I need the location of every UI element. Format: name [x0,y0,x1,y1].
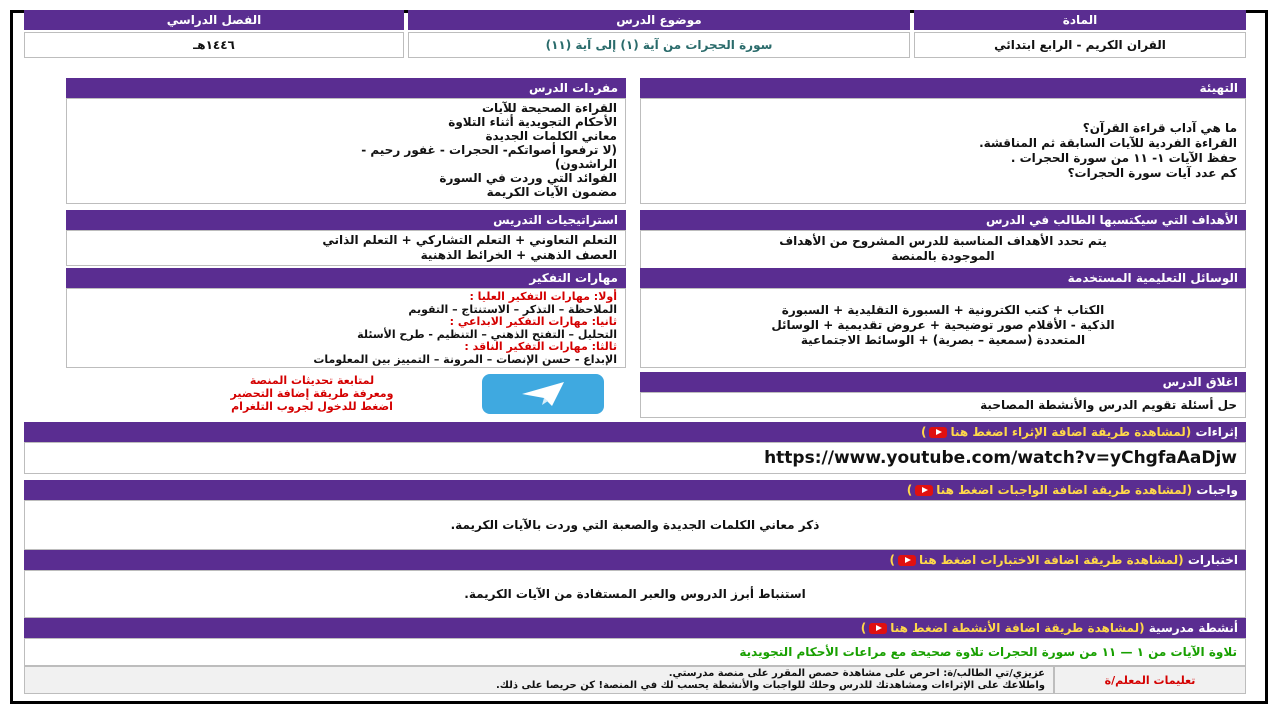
paper-plane-icon [482,374,604,414]
tests-header [24,550,1246,570]
youtube-icon [929,427,947,438]
thinking-line-3: الإبداع - حسن الإنصات – المرونة – التمييز بين المعلومات [313,353,617,366]
tools-line: المتعددة (سمعية – بصرية) + الوسائط الاجتماعية [800,333,1086,347]
subject-value: القران الكريم - الرابع ابتدائي [914,32,1246,58]
vocab-header: مفردات الدرس [66,78,626,98]
teacher-notes-label: تعليمات المعلم/ة [1054,666,1246,694]
homework-text: ذكر معاني الكلمات الجديدة والصعبة التي وردت بالآيات الكريمة. [24,500,1246,550]
topic-value: سورة الحجرات من آية (١) إلى آية (١١) [408,32,910,58]
homework-video-link[interactable]: (لمشاهدة طريقة اضافة الواجبات اضغط هنا) [906,483,1193,497]
youtube-icon [869,623,887,634]
tools-box [640,288,1246,368]
semester-value: ١٤٤٦هـ [24,32,404,58]
warmup-line: ما هي آداب قراءة القرآن؟ [1082,121,1237,135]
thinking-heading-2: ثانيا: مهارات التفكير الابداعي : [449,315,617,328]
closing-text: حل أسئلة تقويم الدرس والأنشطة المصاحبة [640,392,1246,418]
subject-header: المادة [914,10,1246,30]
vocab-line: القراءة الصحيحة للآيات [481,101,617,115]
goals-box [640,230,1246,270]
youtube-icon [915,485,933,496]
warmup-line: القراءة الفردية للآيات السابقة ثم المناقشة. [979,136,1237,150]
telegram-line: اضغط للدخول لجروب التلغرام [231,400,393,413]
warmup-header: التهيئة [640,78,1246,98]
telegram-line: لمتابعة تحديثات المنصة [249,374,375,387]
tests-title: اختبارات [1187,553,1238,567]
teacher-notes-line: واطلاعك على الإثراءات ومشاهدتك للدرس وحلك للواجبات والأنشطة يحسب لك في المنصة! كن حريصا على ذلك. [495,680,1045,691]
vocab-line: معاني الكلمات الجديدة [485,129,617,143]
vocab-line: الراشدون) [554,157,617,171]
goals-line: يتم تحدد الأهداف المناسبة للدرس المشروح من الأهداف [779,234,1107,248]
homework-title: واجبات [1196,483,1238,497]
thinking-box [66,288,626,368]
activities-title: أنشطة مدرسية [1148,621,1238,635]
topic-header: موضوع الدرس [408,10,910,30]
thinking-heading-3: ثالثا: مهارات التفكير الناقد : [464,340,617,353]
enrichment-header [24,422,1246,442]
closing-header: اغلاق الدرس [640,372,1246,392]
telegram-icon[interactable] [482,374,604,414]
goals-header: الأهداف التي سيكتسبها الطالب في الدرس [640,210,1246,230]
vocab-line: الأحكام التجويدية أثناء التلاوة [448,115,617,129]
vocab-line: مضمون الآيات الكريمة [486,185,617,199]
strategies-line: التعلم التعاوني + التعلم التشاركي + التعلم الذاتي [322,233,617,247]
telegram-promo[interactable] [162,374,462,413]
warmup-line: حفظ الآيات ١- ١١ من سورة الحجرات . [1010,151,1237,165]
youtube-icon [898,555,916,566]
teacher-notes-box [24,666,1054,694]
homework-header [24,480,1246,500]
strategies-box [66,230,626,266]
semester-header: الفصل الدراسي [24,10,404,30]
tools-line: الكتاب + كتب الكترونية + السبورة التقليدية + السبورة [781,303,1105,317]
activities-text: تلاوة الآيات من ١ — ١١ من سورة الحجرات تلاوة صحيحة مع مراعات الأحكام التجويدية [24,638,1246,666]
thinking-line-1: الملاحظة – التذكر – الاستنتاج – التقويم [408,303,617,316]
warmup-line: كم عدد آيات سورة الحجرات؟ [1067,166,1237,180]
teacher-notes-line: عزيزي/تي الطالب/ة: احرص على مشاهدة حصص المقرر على منصة مدرستي. [668,668,1045,679]
activities-header [24,618,1246,638]
enrichment-url[interactable]: https://www.youtube.com/watch?v=yChgfaAaDjw [24,442,1246,474]
goals-line: الموجودة بالمنصة [891,249,995,263]
vocab-line: الفوائد التي وردت في السورة [439,171,617,185]
tests-video-link[interactable]: (لمشاهدة طريقة اضافة الاختبارات اضغط هنا) [889,553,1184,567]
activities-video-link[interactable]: (لمشاهدة طريقة اضافة الأنشطة اضغط هنا) [860,621,1145,635]
strategies-line: العصف الذهني + الخرائط الذهنية [420,248,617,262]
telegram-line: ومعرفة طريقة إضافة التحضير [230,387,394,400]
vocab-box [66,98,626,204]
lesson-plan [14,10,1246,696]
enrichment-video-link[interactable]: (لمشاهدة طريقة اضافة الإثراء اضغط هنا) [920,425,1192,439]
tests-text: استنباط أبرز الدروس والعبر المستفادة من الآيات الكريمة. [24,570,1246,618]
strategies-header: استراتيجيات التدريس [66,210,626,230]
tools-line: الذكية - الأقلام صور توضيحية + عروض تقديمية + الوسائل [771,318,1115,332]
thinking-header: مهارات التفكير [66,268,626,288]
enrichment-title: إثراءات [1195,425,1238,439]
vocab-line: (لا ترفعوا أصواتكم- الحجرات - غفور رحيم - [361,143,617,157]
warmup-box [640,98,1246,204]
tools-header: الوسائل التعليمية المستخدمة [640,268,1246,288]
thinking-line-2: التحليل – التفتح الذهني – التنظيم - طرح الأسئلة [357,328,617,341]
thinking-heading-1: أولا: مهارات التفكير العليا : [469,290,617,303]
